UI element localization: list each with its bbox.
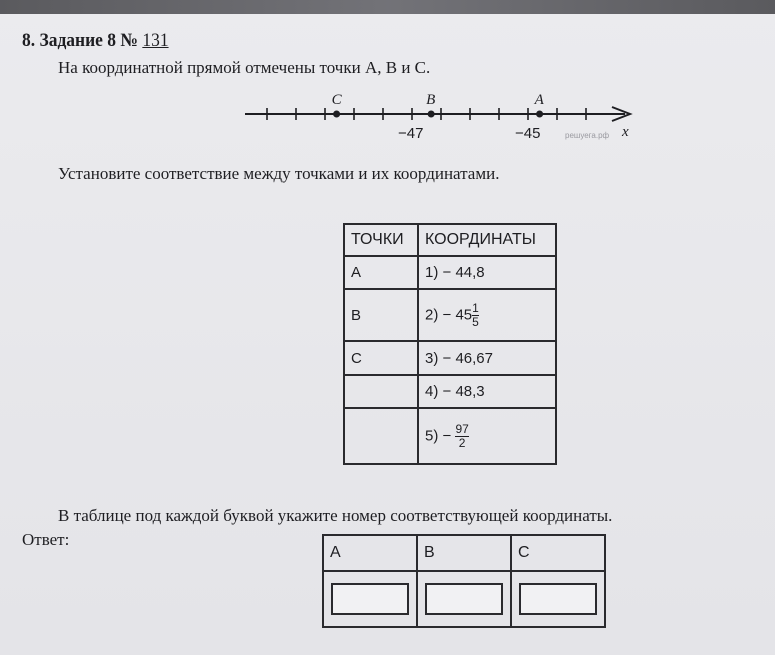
matching-table — [343, 223, 557, 465]
tick-label-minus-47: −47 — [398, 125, 424, 142]
answer-input-a[interactable] — [331, 583, 409, 615]
header-coordinates: КООРДИНАТЫ — [418, 224, 556, 256]
answer-input-b[interactable] — [425, 583, 503, 615]
answer-table — [322, 534, 606, 628]
fraction-numerator: 1 — [472, 300, 479, 315]
point-b-dot — [428, 111, 435, 118]
axis-label-x: x — [622, 124, 629, 140]
answer-cell-b — [417, 571, 511, 627]
header-points: ТОЧКИ — [344, 224, 418, 256]
tick-label-minus-45: −45 — [515, 125, 541, 142]
coordinate-option-1 — [418, 256, 556, 289]
answer-cell-c — [511, 571, 605, 627]
point-b-label: B — [426, 92, 436, 108]
fraction-denominator: 5 — [472, 314, 479, 329]
answer-column-a: A — [323, 535, 417, 571]
option-value: − 45 — [442, 305, 473, 323]
answer-column-c: C — [511, 535, 605, 571]
option-value: − — [442, 426, 452, 444]
answer-cell-a — [323, 571, 417, 627]
point-cell-c: C — [344, 341, 418, 375]
coordinate-option-2 — [418, 289, 556, 341]
option-value: − 44,8 — [442, 264, 485, 281]
option-number: 4) — [425, 383, 439, 400]
task-number-link[interactable]: 131 — [142, 30, 169, 51]
answer-instruction: В таблице под каждой буквой укажите номер соответствующей координаты. — [58, 506, 613, 525]
coordinate-option-5 — [418, 408, 556, 464]
fraction-numerator: 97 — [455, 421, 469, 436]
answer-label: Ответ: — [22, 530, 70, 549]
watermark-text: решуега.рф — [565, 131, 610, 140]
task-statement: На координатной прямой отмечены точки A, B и C. — [58, 58, 431, 77]
coordinate-option-4 — [418, 375, 556, 408]
option-number: 3) — [425, 349, 439, 367]
task-number-prefix: 8. Задание 8 № — [22, 30, 138, 51]
option-number: 5) — [425, 426, 439, 444]
option-number: 1) — [425, 264, 439, 281]
page-top-shadow — [0, 0, 775, 14]
point-c-dot — [333, 111, 340, 118]
option-value: − 46,67 — [442, 349, 493, 367]
point-cell-empty — [344, 408, 418, 464]
point-cell-empty — [344, 375, 418, 408]
answer-column-b: B — [417, 535, 511, 571]
point-a-dot — [536, 111, 543, 118]
fraction-denominator: 2 — [458, 435, 466, 450]
point-a-label: A — [534, 92, 544, 108]
number-line — [240, 88, 640, 144]
point-cell-b: B — [344, 289, 418, 341]
point-c-label: C — [331, 92, 342, 108]
task-instruction: Установите соответствие между точками и их координатами. — [58, 164, 500, 183]
fraction — [455, 423, 468, 450]
option-value: − 48,3 — [442, 383, 485, 400]
answer-input-c[interactable] — [519, 583, 597, 615]
option-number: 2) — [425, 305, 439, 323]
task-header — [22, 30, 169, 52]
fraction — [472, 302, 479, 329]
coordinate-option-3 — [418, 341, 556, 375]
point-cell-a: A — [344, 256, 418, 289]
